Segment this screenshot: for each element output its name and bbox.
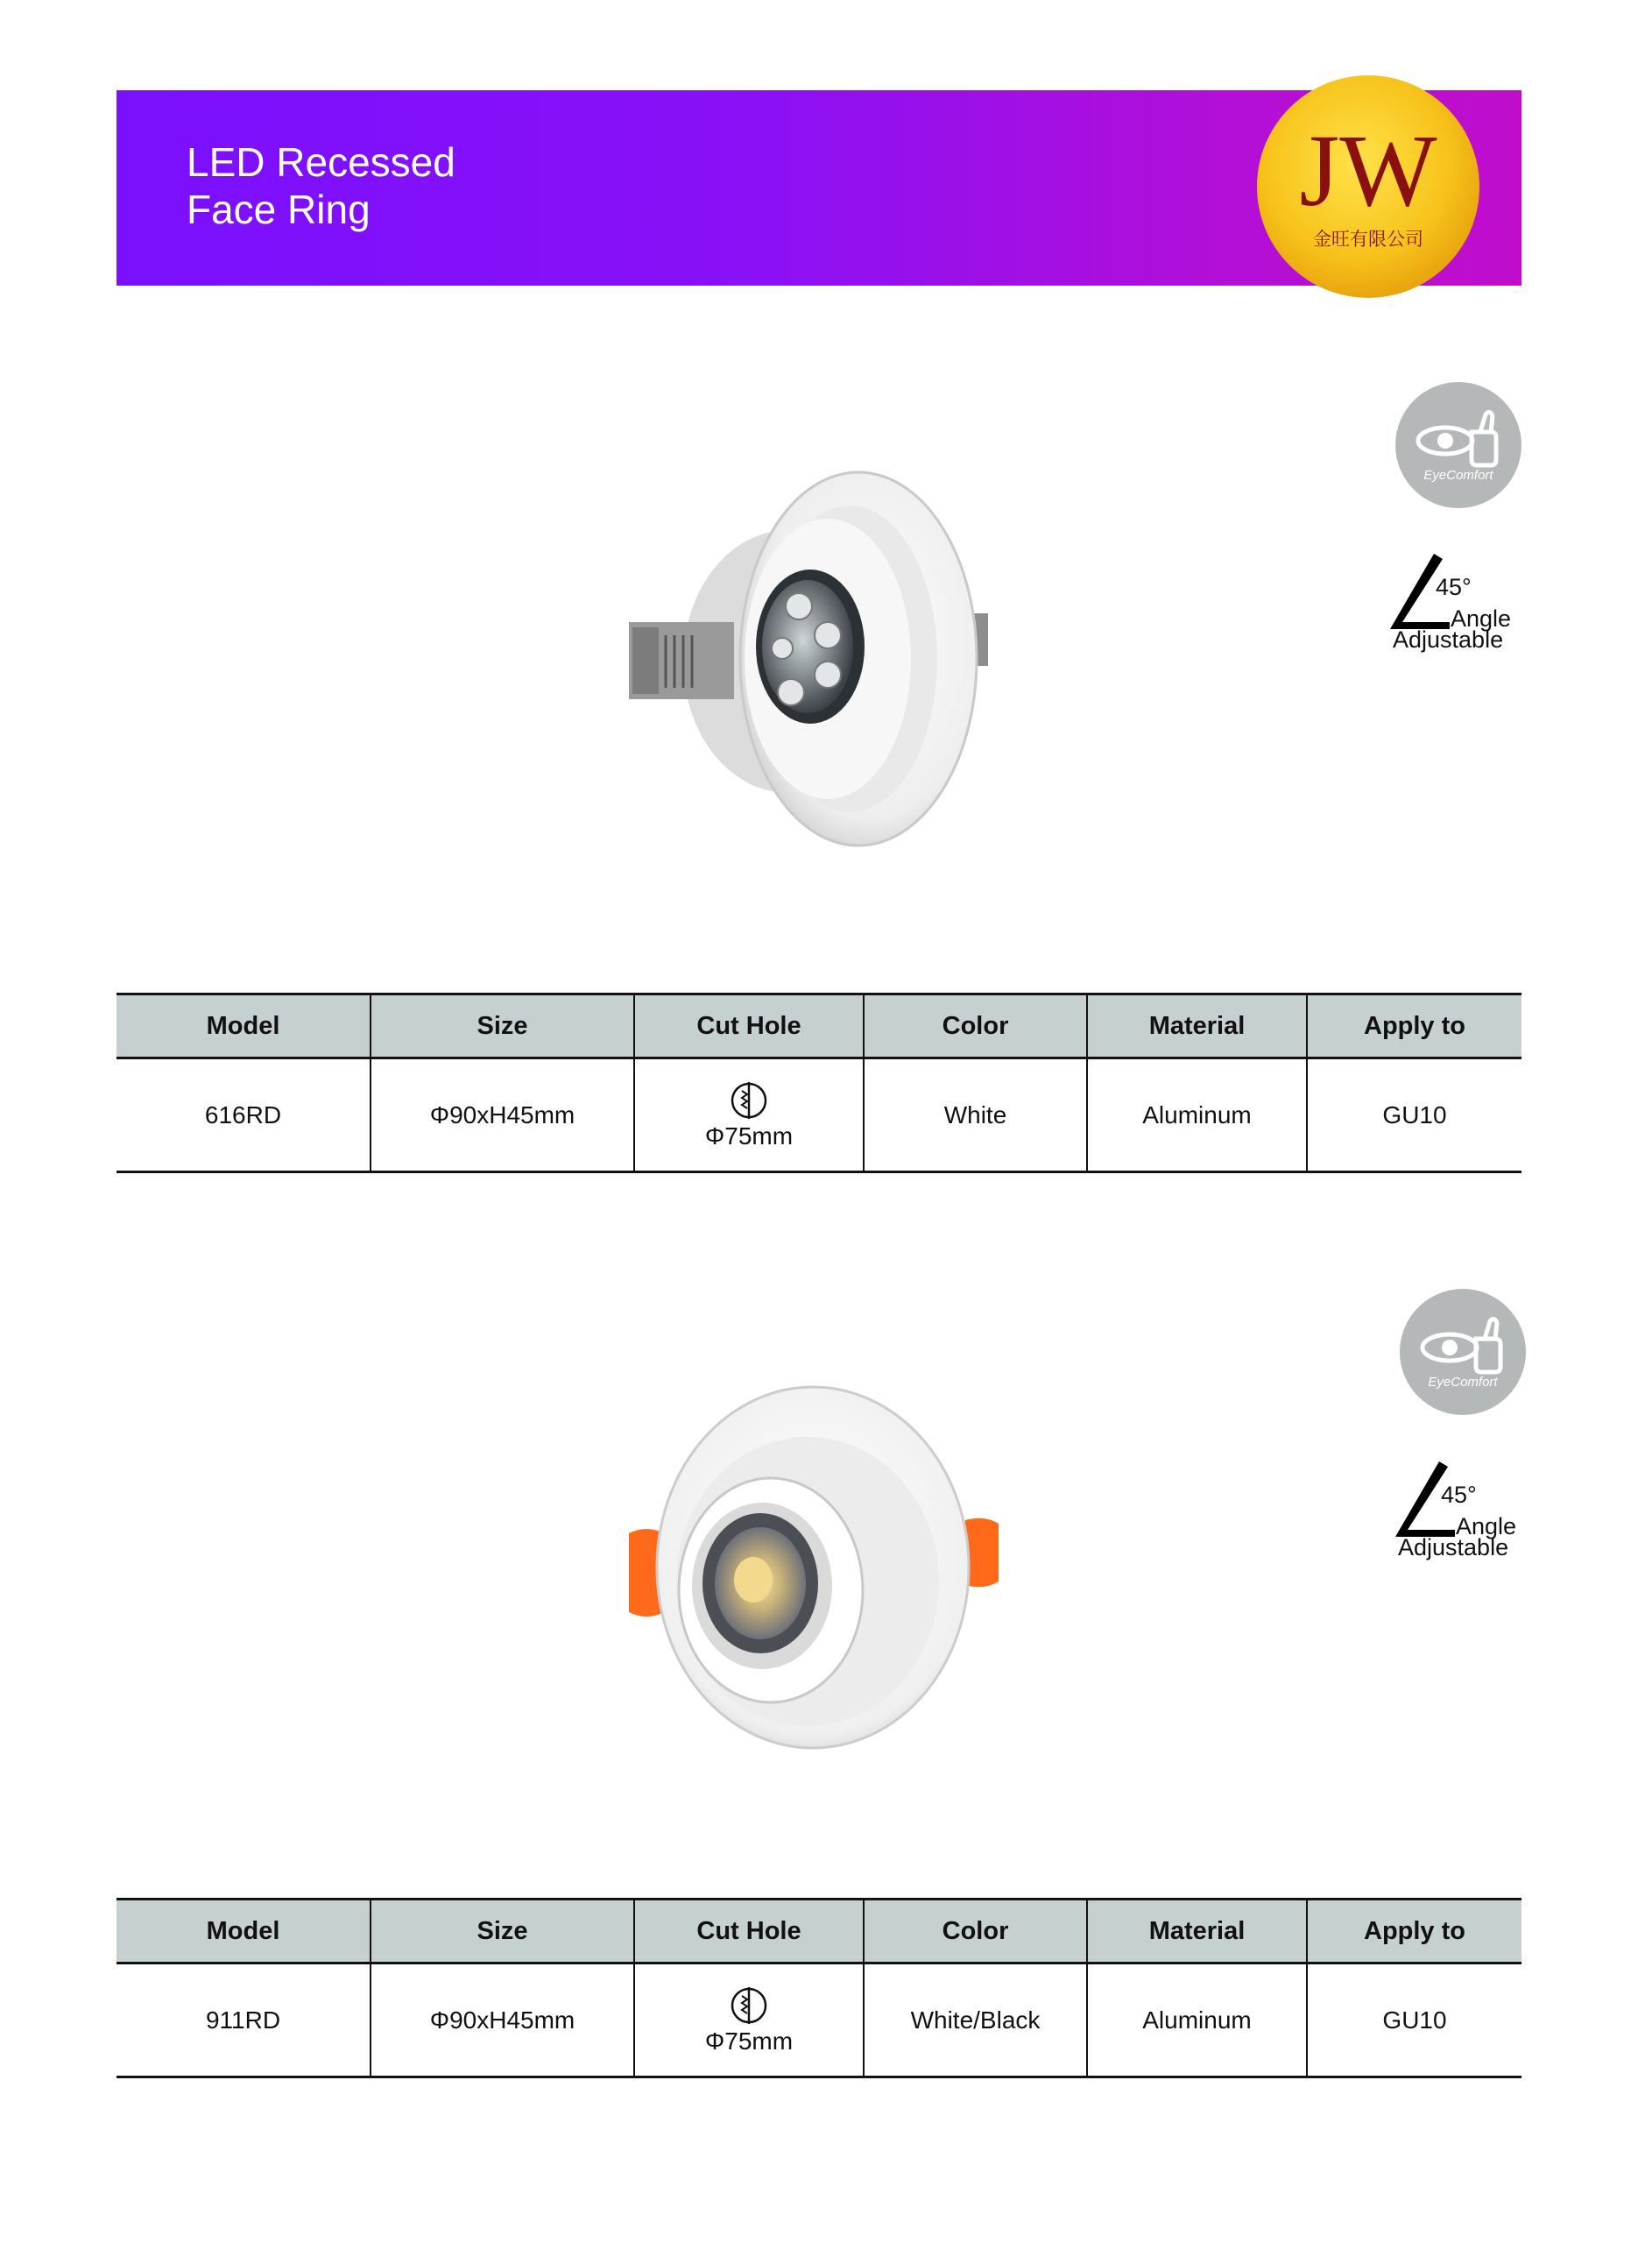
table-row — [116, 1964, 1521, 2077]
header-material: Material — [1087, 994, 1307, 1058]
adjustable-label: Adjustable — [1398, 1534, 1509, 1560]
company-logo — [1255, 74, 1481, 300]
title-line-1: LED Recessed — [187, 139, 455, 185]
header-apply-to: Apply to — [1307, 1900, 1521, 1964]
cell-cut-hole — [634, 1964, 864, 2077]
adjustable-label: Adjustable — [1393, 626, 1504, 653]
eye-comfort-label: EyeComfort — [1428, 1375, 1498, 1390]
table-header-row — [116, 994, 1521, 1058]
angle-label: Angle — [1456, 1513, 1517, 1539]
cell-material: Aluminum — [1087, 1964, 1307, 2077]
header-size: Size — [371, 994, 634, 1058]
angle-adjustable-badge — [1394, 1460, 1543, 1582]
cell-model: 911RD — [116, 1964, 371, 2077]
cell-size: Φ90xH45mm — [371, 1058, 634, 1172]
cell-color: White/Black — [864, 1964, 1087, 2077]
table-row — [116, 1058, 1521, 1172]
spec-table-911rd — [116, 1898, 1521, 2078]
logo-text: JW — [1299, 113, 1437, 228]
header-size: Size — [371, 1900, 634, 1964]
eye-comfort-label: EyeComfort — [1423, 468, 1493, 483]
angle-label: Angle — [1451, 605, 1512, 632]
cell-cut-hole — [634, 1058, 864, 1172]
cut-hole-icon — [730, 1985, 768, 2026]
cell-model: 616RD — [116, 1058, 371, 1172]
angle-adjustable-badge — [1388, 552, 1537, 675]
page-title — [187, 138, 455, 233]
cell-size: Φ90xH45mm — [371, 1964, 634, 2077]
cell-material: Aluminum — [1087, 1058, 1307, 1172]
header-cut-hole: Cut Hole — [634, 1900, 864, 1964]
spec-table-616rd — [116, 993, 1521, 1173]
cell-apply-to: GU10 — [1307, 1964, 1521, 2077]
product-image-911rd — [622, 1380, 1007, 1761]
cell-apply-to: GU10 — [1307, 1058, 1521, 1172]
cell-color: White — [864, 1058, 1087, 1172]
cut-hole-value: Φ75mm — [704, 2027, 794, 2055]
header-apply-to: Apply to — [1307, 994, 1521, 1058]
angle-degree: 45° — [1436, 574, 1472, 600]
cut-hole-icon — [730, 1080, 768, 1121]
header-color: Color — [864, 994, 1087, 1058]
table-header-row — [116, 1900, 1521, 1964]
header-material: Material — [1087, 1900, 1307, 1964]
title-line-2: Face Ring — [187, 187, 371, 232]
cut-hole-value: Φ75mm — [704, 1122, 794, 1150]
logo-subtext: 金旺有限公司 — [1313, 229, 1423, 250]
header-model: Model — [116, 1900, 371, 1964]
eye-comfort-icon — [1399, 1288, 1527, 1416]
angle-degree: 45° — [1441, 1482, 1477, 1508]
header-model: Model — [116, 994, 371, 1058]
product-image-616rd — [613, 456, 1025, 859]
header-color: Color — [864, 1900, 1087, 1964]
eye-comfort-icon — [1394, 381, 1522, 509]
header-cut-hole: Cut Hole — [634, 994, 864, 1058]
